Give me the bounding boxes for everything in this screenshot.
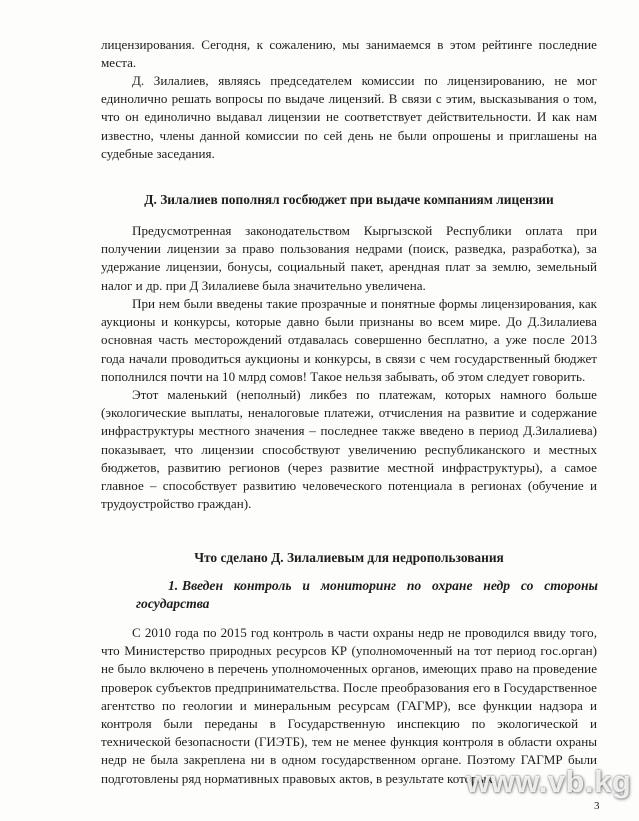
watermark: www.vb.kg: [466, 764, 632, 799]
page-number: 3: [594, 800, 600, 812]
paragraph-auctions: При нем были введены такие прозрачные и понятные формы лицензирования, как аукционы и конкурсы, которые давно были признаны во всем мире. До Д.Зилалиева основная часть месторождений отдавалась совершенно бесплатно, а уже после 2013 года начали проводиться аукционы и конкурсы, в связи с чем государственный бюджет пополнился почти на 10 млрд сомов! Такое нельзя забывать, об этом следует говорить.: [101, 296, 597, 384]
section-heading: Д. Зилалиев пополнял госбюджет при выдаче компаниям лицензии: [144, 192, 554, 207]
paragraph-control: С 2010 года по 2015 год контроль в части охраны недр не проводился ввиду того, что Министерство природных ресурсов КР (уполномоченный на тот период гос.орган) не было включено в перечень уполномоченных органов, имеющих право на проведение проверок субъектов предпринимательства. После преобразования его в Государственное агентство по геологии и минеральным ресурсам (ГАГМР), все функции надзора и контроля были переданы в Государственную инспекцию по экологической и технической безопасности (ГИЭТБ), тем не менее функция контроля в области охраны недр не была закреплена ни в одном государственном органе. Поэтому ГАГМР были подготовлены ряд нормативных правовых актов, в результате которых: [101, 625, 597, 786]
paragraph-budget: Этот маленький (неполный) ликбез по платежам, которых намного больше (экологические выплаты, неналоговые платежи, отчисления на развитие и содержание инфраструктуры местного значения – последнее также введено в период Д.Зилалиева) показывает, что лицензии способствуют увеличению республиканского и местных бюджетов, развитию регионов (через развитие местной инфраструктуры), а самое главное – способствует развитию человеческого потенциала в регионах (обучение и трудоустройство граждан).: [101, 387, 597, 512]
paragraph-commission: Д. Зилалиев, являясь председателем комиссии по лицензированию, не мог единолично решать вопросы по выдаче лицензий. В связи с этим, высказывания о том, что он единолично выдавал лицензии не соответствует действительности. И как нам известно, члены данной комиссии по сей день не были опрошены и приглашены на судебные заседания.: [101, 73, 597, 161]
paragraph-continuation: лицензирования. Сегодня, к сожалению, мы занимаемся в этом рейтинге последние места.: [101, 37, 597, 71]
subheading-text: Введен контроль и мониторинг по охране недр со стороны государства: [136, 578, 598, 611]
subheading-1: [136, 577, 598, 613]
subheading-number: 1.: [168, 578, 179, 593]
second-heading: Что сделано Д. Зилалиевым для недропользования: [194, 550, 504, 565]
paragraph-payments: Предусмотренная законодательством Кыргызской Республики оплата при получении лицензии за право пользования недрами (поиск, разведка, разработка), за удержание лицензии, бонусы, социальный пакет, арендная плат за землю, земельный налог и др. при Д Зилалиеве была значительно увеличена.: [101, 223, 597, 293]
